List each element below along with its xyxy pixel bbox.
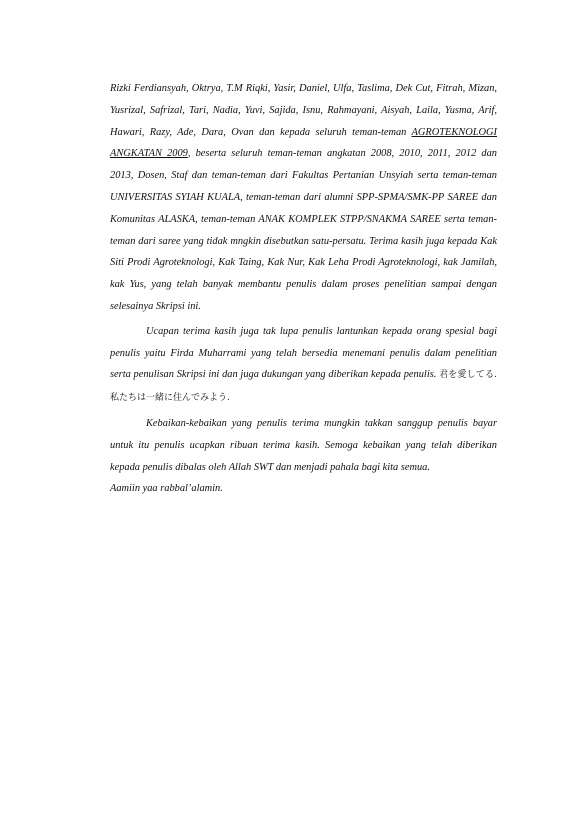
agroteknologi-angkatan-2009: AGROTEKNOLOGI ANGKATAN 2009 xyxy=(110,126,497,160)
closing-line xyxy=(110,478,497,500)
paragraph-1-text-b: , beserta seluruh teman-teman angkatan 2008, 2010, 2011, 2012 dan 2013, Dosen, Staf dan teman-teman dari Fakultas Pertanian Unsyiah serta teman-teman UNIVERSITAS SYIAH KUALA, teman-teman dari alumni SPP-SPMA/SMK-PP SAREE dan Komunitas ALASKA, teman-teman ANAK KOMPLEK STPP/SNAKMA SAREE serta teman-teman dari saree yang tidak mngkin disebutkan satu-persatu. Terima kasih juga kepada Kak Siti Prodi Agroteknologi, Kak Taing, Kak Nur, Kak Leha Prodi Agroteknologi, kak Jamilah, kak Yus, yang telah banyak membantu penulis dalam proses penelitian sampai dengan selesainya Skripsi ini. xyxy=(110,148,498,312)
acknowledgement-text xyxy=(110,78,497,500)
paragraph-3-text: Kebaikan-kebaikan yang penulis terima mungkin takkan sanggup penulis bayar untuk itu penulis ucapkan ribuan terima kasih. Semoga kebaikan yang telah diberikan kepada penulis dibalas oleh Allah SWT dan menjadi pahala bagi kita semua. xyxy=(110,417,497,473)
paragraph-2-text: Ucapan terima kasih juga tak lupa penulis lantunkan kepada orang spesial bagi penulis yaitu Firda Muharrami yang telah bersedia menemani penulis dalam penelitian serta penulisan Skripsi ini dan juga dukungan yang diberikan kepada penulis. xyxy=(110,325,497,381)
paragraph-1-text-a: Rizki Ferdiansyah, Oktrya, T.M Riqki, Yasir, Daniel, Ulfa, Taslima, Dek Cut, Fitrah, Mizan, Yusrizal, Safrizal, Tari, Nadia, Yuvi, Sajida, Isnu, Rahmayani, Aisyah, Laila, Yusma, Arif, Hawari, Razy, Ade, Dara, Ovan dan kepada seluruh teman-teman xyxy=(110,83,497,138)
acknowledgement-paragraph-2 xyxy=(110,321,497,410)
acknowledgement-paragraph-1 xyxy=(110,78,497,318)
acknowledgement-paragraph-3 xyxy=(110,413,497,478)
closing-text: Aamiin yaa rabbal’alamin. xyxy=(110,483,223,495)
japanese-text: 君を愛してる. 私たちは一緒に住んでみよう. xyxy=(110,370,497,404)
